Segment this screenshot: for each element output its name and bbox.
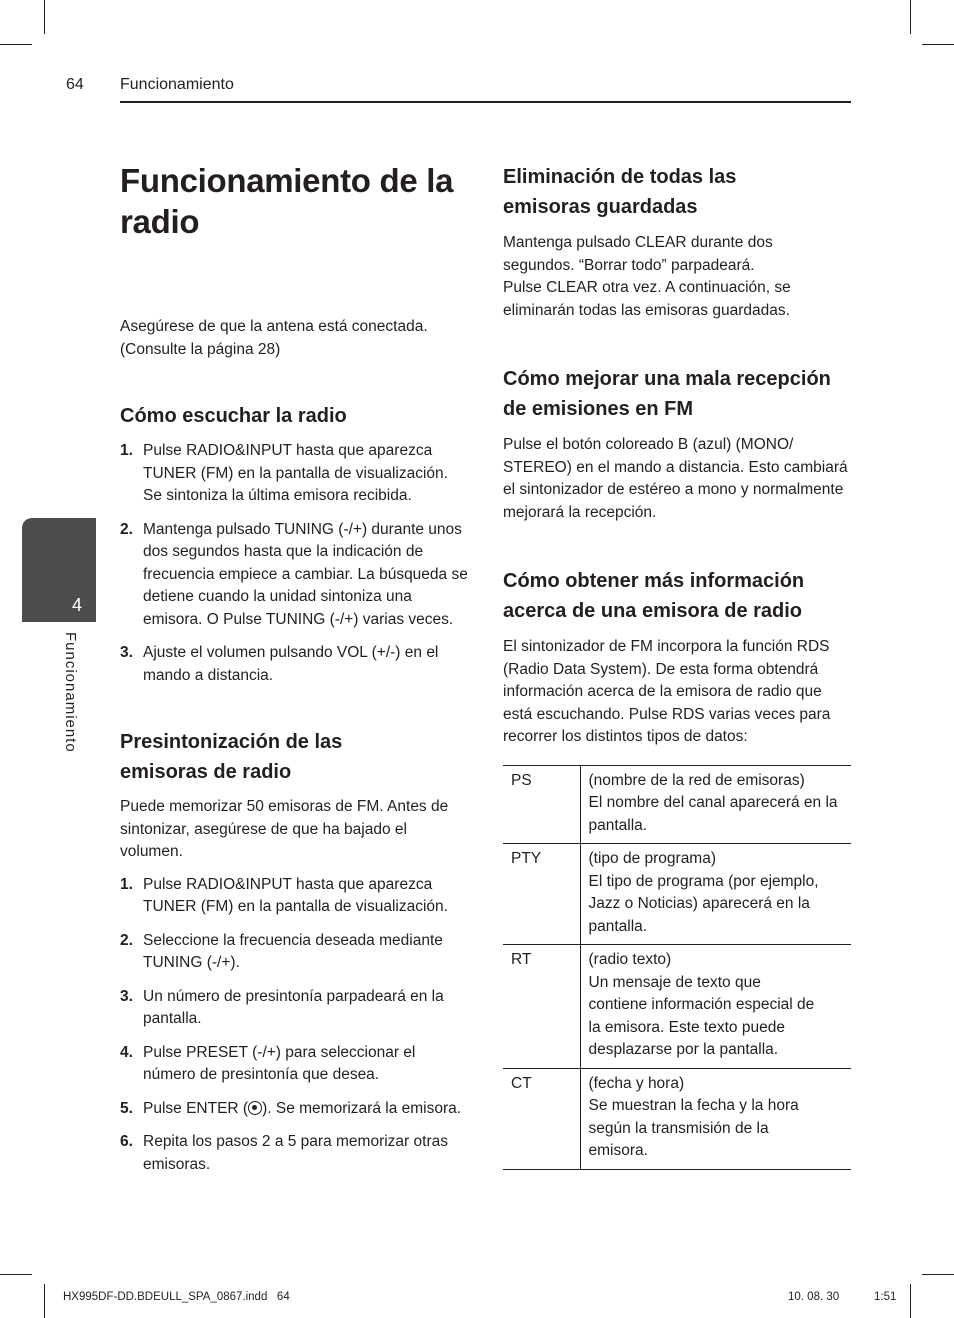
table-row: [503, 765, 851, 844]
step-text: Pulse ENTER (: [143, 1099, 249, 1117]
step-text: Un número de presintonía parpadeará en la pantalla.: [143, 987, 444, 1027]
step-text: Ajuste el volumen pulsando VOL (+/-) en el mando a distancia.: [143, 644, 439, 684]
step-number: 2.: [120, 520, 133, 538]
page-number: 64: [66, 76, 84, 93]
crop-mark: [910, 0, 911, 34]
step-number: 5.: [120, 1099, 133, 1117]
step-text: Repita los pasos 2 a 5 para memorizar otras emisoras.: [143, 1133, 448, 1173]
step-number: 2.: [120, 931, 133, 949]
rds-description: [580, 1068, 851, 1169]
section-heading: Eliminación de todas las emisoras guardadas: [503, 166, 737, 218]
intro-line: (Consulte la página 28): [120, 340, 281, 358]
rds-title: (fecha y hora): [588, 1074, 685, 1092]
chapter-number: 4: [71, 595, 82, 615]
list-item: [120, 874, 468, 919]
intro-line: Asegúrese de que la antena está conectada.: [120, 318, 428, 335]
crop-mark: [0, 1274, 32, 1275]
list-item: [120, 519, 468, 632]
section-heading: Cómo escuchar la radio: [120, 405, 347, 427]
list-item: [120, 642, 468, 687]
crop-mark: [44, 0, 45, 34]
listen-steps: [120, 440, 468, 687]
rds-detail: Se muestran la fecha y la hora según la transmisión de la emisora.: [588, 1097, 799, 1159]
section-paragraph: Puede memorizar 50 emisoras de FM. Antes de sintonizar, asegúrese de que ha bajado el volumen.: [120, 798, 449, 860]
section-line: Mantenga pulsado CLEAR durante dos segundos. “Borrar todo” parpadeará.: [503, 234, 773, 274]
list-item: [120, 1098, 468, 1121]
left-column: [120, 160, 468, 1187]
rds-description: [580, 844, 851, 945]
rds-title: (radio texto): [588, 951, 672, 968]
table-row: [503, 844, 851, 945]
crop-mark: [44, 1284, 45, 1318]
list-item: [120, 1042, 468, 1087]
step-number: 1.: [120, 875, 133, 893]
step-number: 4.: [120, 1043, 133, 1061]
rds-detail: El nombre del canal aparecerá en la pantalla.: [588, 794, 838, 834]
section-paragraph: El sintonizador de FM incorpora la función RDS (Radio Data System). De esta forma obtendrá información acerca de la emisora de radio que está escuchando. Pulse RDS varias veces para recorrer los distintos tipos de datos:: [503, 638, 831, 745]
rds-code: PS: [503, 765, 580, 844]
step-text: Mantenga pulsado TUNING (-/+) durante unos dos segundos hasta que la indicación de frecuencia empiece a cambiar. La búsqueda se detiene cuando la unidad sintoniza una emisora. O Pulse TUNING (-/+) varias veces.: [143, 520, 468, 628]
rds-code: PTY: [503, 844, 580, 945]
footer-time: 1:51: [874, 1291, 897, 1303]
chapter-label: Funcionamiento: [62, 632, 79, 753]
step-number: 1.: [120, 442, 133, 459]
step-text: Seleccione la frecuencia deseada mediante TUNING (-/+).: [143, 931, 443, 971]
list-item: [120, 1131, 468, 1176]
rds-description: [580, 945, 851, 1069]
rds-code: RT: [503, 945, 580, 1069]
rds-table: [503, 765, 851, 1170]
table-row: [503, 945, 851, 1069]
step-text: Pulse RADIO&INPUT hasta que aparezca TUNER (FM) en la pantalla de visualización. Se sintoniza la última emisora recibida.: [143, 442, 448, 504]
step-number: 3.: [120, 644, 133, 661]
rds-description: [580, 765, 851, 844]
footer-filename: HX995DF-DD.BDEULL_SPA_0867.indd 64: [63, 1291, 290, 1303]
table-row: [503, 1068, 851, 1169]
step-text: ). Se memorizará la emisora.: [262, 1099, 462, 1117]
section-heading: Cómo obtener más información acerca de una emisora de radio: [503, 570, 805, 622]
step-text: Pulse PRESET (-/+) para seleccionar el número de presintonía que desea.: [143, 1043, 416, 1083]
rds-title: (nombre de la red de emisoras): [588, 771, 805, 789]
crop-mark: [922, 1274, 954, 1275]
page-title: Funcionamiento de la radio: [120, 162, 454, 240]
intro-paragraph: [120, 316, 468, 361]
section-heading: Presintonización de las emisoras de radio: [120, 731, 343, 783]
section-paragraph: Pulse el botón coloreado B (azul) (MONO/ STEREO) en el mando a distancia. Esto cambiará el sintonizador de estéreo a mono y normalmente mejorará la recepción.: [503, 436, 848, 521]
chapter-tab: [22, 518, 96, 622]
step-text: Pulse RADIO&INPUT hasta que aparezca TUNER (FM) en la pantalla de visualización.: [143, 875, 448, 915]
preset-steps: [120, 874, 468, 1177]
crop-mark: [922, 44, 954, 45]
rds-detail: Un mensaje de texto que contiene información especial de la emisora. Este texto puede desplazarse por la pantalla.: [588, 973, 815, 1058]
section-line: Pulse CLEAR otra vez. A continuación, se eliminarán todas las emisoras guardadas.: [503, 279, 791, 319]
right-column: [503, 160, 851, 1170]
crop-mark: [0, 44, 32, 45]
footer-date: 10. 08. 30: [788, 1291, 840, 1303]
running-head: Funcionamiento: [120, 76, 234, 93]
step-number: 6.: [120, 1133, 133, 1150]
section-heading: Cómo mejorar una mala recepción de emisiones en FM: [503, 368, 831, 420]
crop-mark: [910, 1284, 911, 1318]
list-item: [120, 930, 468, 975]
list-item: [120, 986, 468, 1031]
rds-code: CT: [503, 1068, 580, 1169]
rds-title: (tipo de programa): [588, 850, 717, 867]
header-rule: [120, 101, 851, 103]
enter-icon: [248, 1101, 262, 1115]
step-number: 3.: [120, 987, 133, 1005]
list-item: [120, 440, 468, 508]
rds-detail: El tipo de programa (por ejemplo, Jazz o Noticias) aparecerá en la pantalla.: [588, 872, 819, 935]
